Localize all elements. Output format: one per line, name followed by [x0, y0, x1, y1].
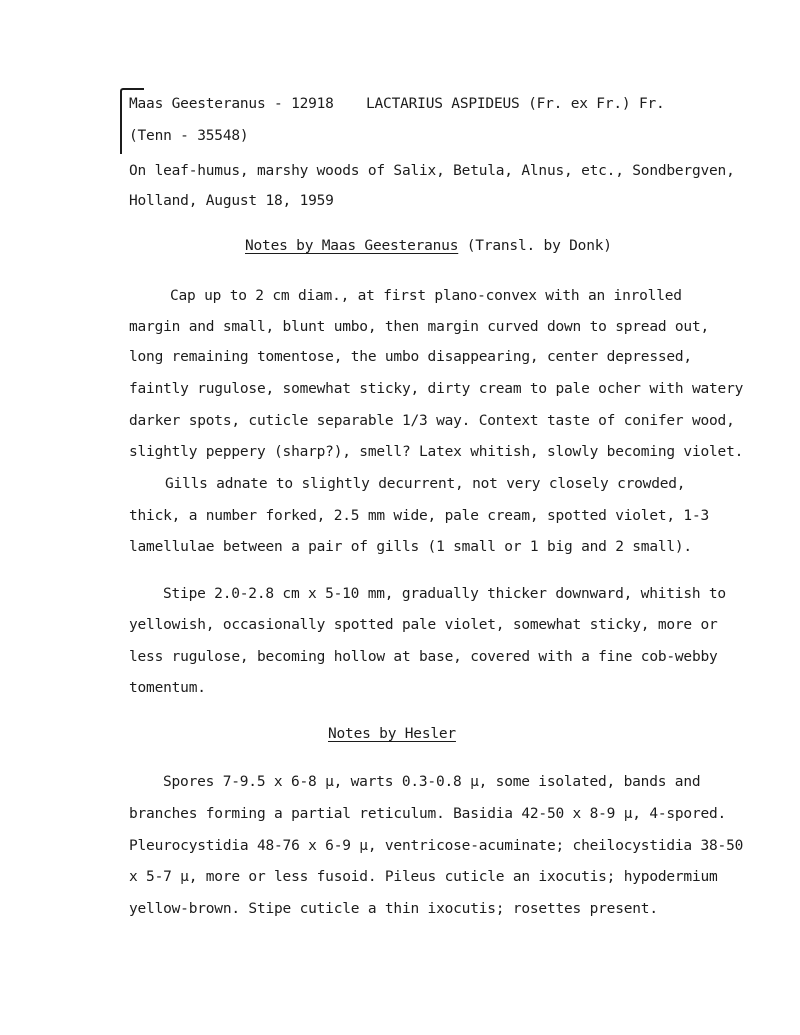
paragraph-line: darker spots, cuticle separable 1/3 way. Context taste of conifer wood,	[129, 413, 735, 429]
paragraph-line: tomentum.	[129, 680, 206, 696]
section1-title: Notes by Maas Geesteranus	[245, 238, 459, 254]
paragraph-line: x 5-7 µ, more or less fusoid. Pileus cuticle an ixocutis; hypodermium	[129, 869, 718, 885]
section1-title-suffix: (Transl. by Donk)	[458, 238, 612, 254]
section2-heading	[328, 725, 456, 743]
paragraph-line: long remaining tomentose, the umbo disappearing, center depressed,	[129, 349, 692, 365]
paragraph-line: Spores 7-9.5 x 6-8 µ, warts 0.3-0.8 µ, some isolated, bands and	[163, 774, 701, 790]
paragraph-line: Stipe 2.0-2.8 cm x 5-10 mm, gradually thicker downward, whitish to	[163, 586, 726, 602]
paragraph-line: slightly peppery (sharp?), smell? Latex whitish, slowly becoming violet.	[129, 444, 744, 460]
species-name: LACTARIUS ASPIDEUS (Fr. ex Fr.) Fr.	[366, 96, 665, 112]
collector-line: Maas Geesteranus - 12918	[129, 96, 334, 112]
paragraph-line: Pleurocystidia 48-76 x 6-9 µ, ventricose-acuminate; cheilocystidia 38-50	[129, 838, 744, 854]
paragraph-line: less rugulose, becoming hollow at base, covered with a fine cob-webby	[129, 649, 718, 665]
paragraph-line: faintly rugulose, somewhat sticky, dirty cream to pale ocher with watery	[129, 381, 744, 397]
section1-heading	[245, 237, 612, 255]
paragraph-line: thick, a number forked, 2.5 mm wide, pale cream, spotted violet, 1-3	[129, 508, 710, 524]
paragraph-line: Gills adnate to slightly decurrent, not very closely crowded,	[165, 476, 686, 492]
paragraph-line: yellow-brown. Stipe cuticle a thin ixocutis; rosettes present.	[129, 901, 658, 917]
section2-title: Notes by Hesler	[328, 726, 456, 742]
locality-date-line: Holland, August 18, 1959	[129, 193, 334, 209]
paragraph-line: yellowish, occasionally spotted pale violet, somewhat sticky, more or	[129, 617, 718, 633]
paragraph-line: margin and small, blunt umbo, then margin curved down to spread out,	[129, 319, 710, 335]
habitat-line: On leaf-humus, marshy woods of Salix, Betula, Alnus, etc., Sondbergven,	[129, 163, 735, 179]
herbarium-number: (Tenn - 35548)	[129, 128, 249, 144]
paragraph-line: Cap up to 2 cm diam., at first plano-convex with an inrolled	[170, 288, 682, 304]
paragraph-line: lamellulae between a pair of gills (1 small or 1 big and 2 small).	[129, 539, 692, 555]
paragraph-line: branches forming a partial reticulum. Basidia 42-50 x 8-9 µ, 4-spored.	[129, 806, 727, 822]
